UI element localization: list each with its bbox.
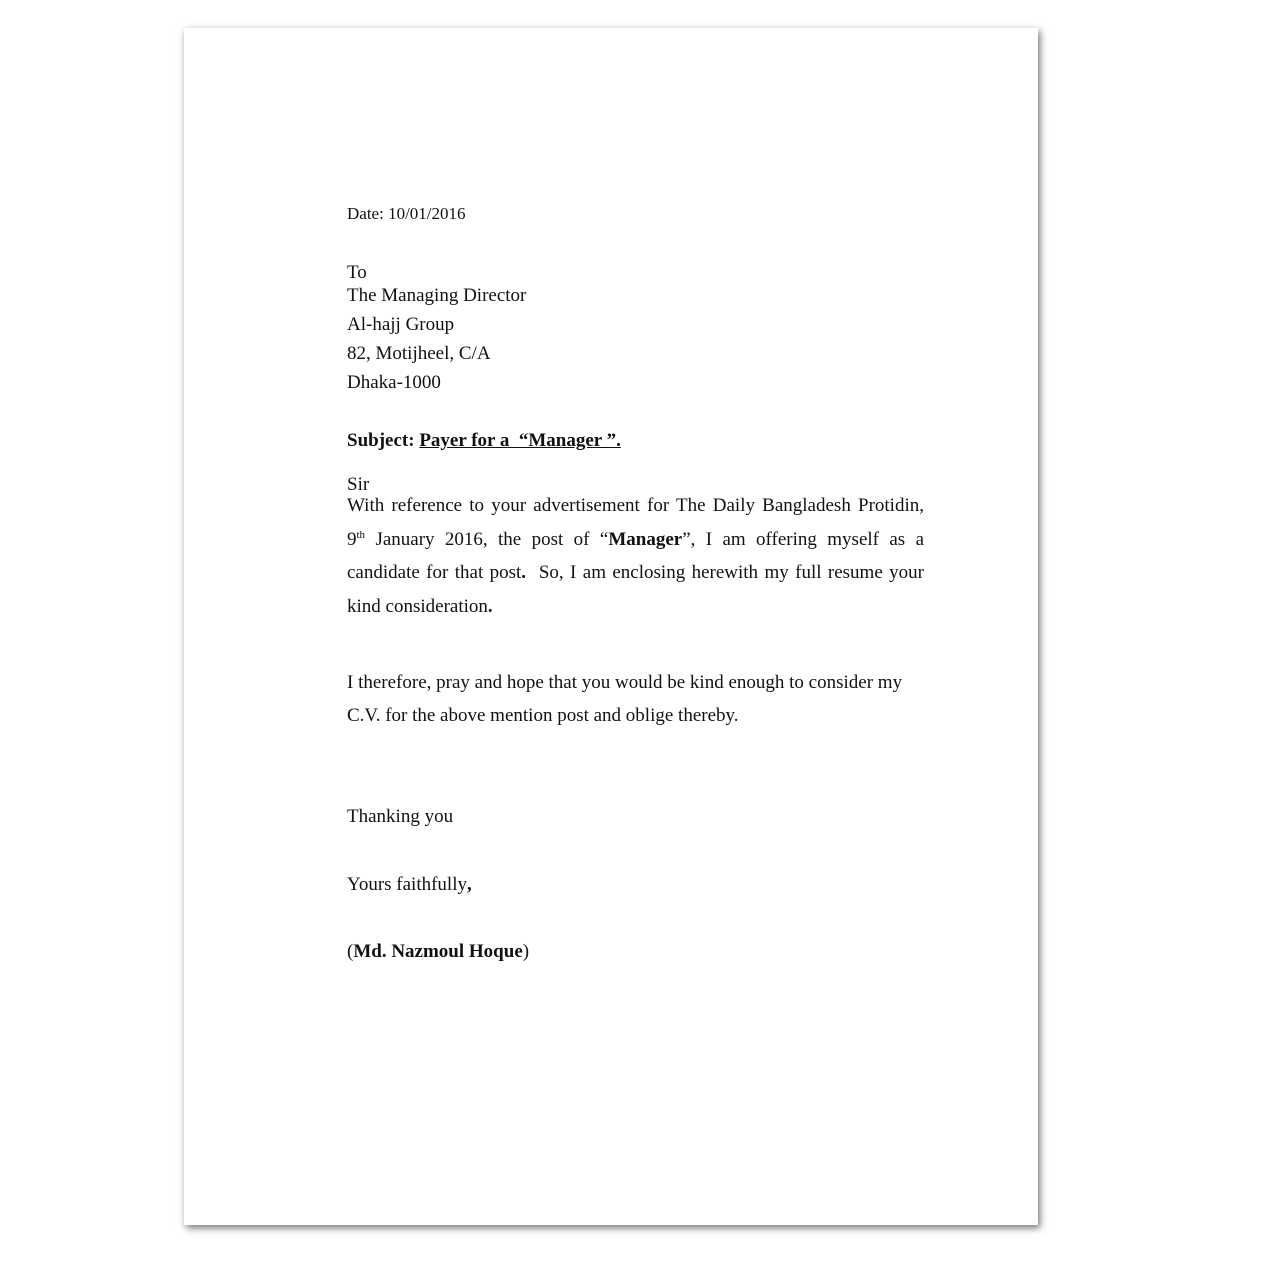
letter-page (184, 28, 1038, 1225)
subject-label: Subject: (347, 430, 415, 451)
body1-part1: With reference to your advertisement for The Daily Bangladesh Protidin, 9 (347, 495, 924, 550)
body1-end-dot: . (487, 595, 493, 617)
body1-part2: January 2016, the post of “ (365, 528, 609, 550)
body1-part3: ”, I am offering myself as a candidate for that post (347, 528, 924, 583)
signature-close: ) (522, 941, 530, 962)
closing-line (347, 875, 472, 894)
recipient-address: 82, Motijheel, C/A (347, 343, 491, 364)
salutation: Sir (347, 474, 370, 495)
subject-line (347, 431, 621, 450)
signature-name: Md. Nazmoul Hoque (353, 941, 523, 962)
signature-open: ( (347, 941, 354, 962)
closing-text: Yours faithfully (347, 874, 467, 895)
thanks-line: Thanking you (347, 806, 454, 827)
subject-text: Payer for a “Manager ”. (419, 430, 621, 451)
body1-dot: . (521, 562, 527, 583)
recipient-city: Dhaka-1000 (347, 372, 441, 393)
signature-line (347, 942, 529, 961)
body-paragraph-2: I therefore, pray and hope that you would be kind enough to consider my C.V. for the above mention post and oblige thereby. (347, 672, 903, 726)
recipient-company: Al-hajj Group (347, 314, 455, 335)
date-value: 10/01/2016 (388, 204, 466, 223)
recipient-title: The Managing Director (347, 285, 527, 306)
body1-sup: th (356, 528, 366, 541)
body1-part4: So, I am enclosing herewith my full resume your kind consideration (347, 562, 929, 617)
recipient-to: To (347, 262, 367, 283)
body1-post: Manager (608, 528, 683, 550)
date-label: Date: (347, 204, 384, 223)
closing-comma: , (467, 874, 472, 895)
date-line (347, 205, 466, 222)
body-paragraph-1 (347, 489, 929, 623)
